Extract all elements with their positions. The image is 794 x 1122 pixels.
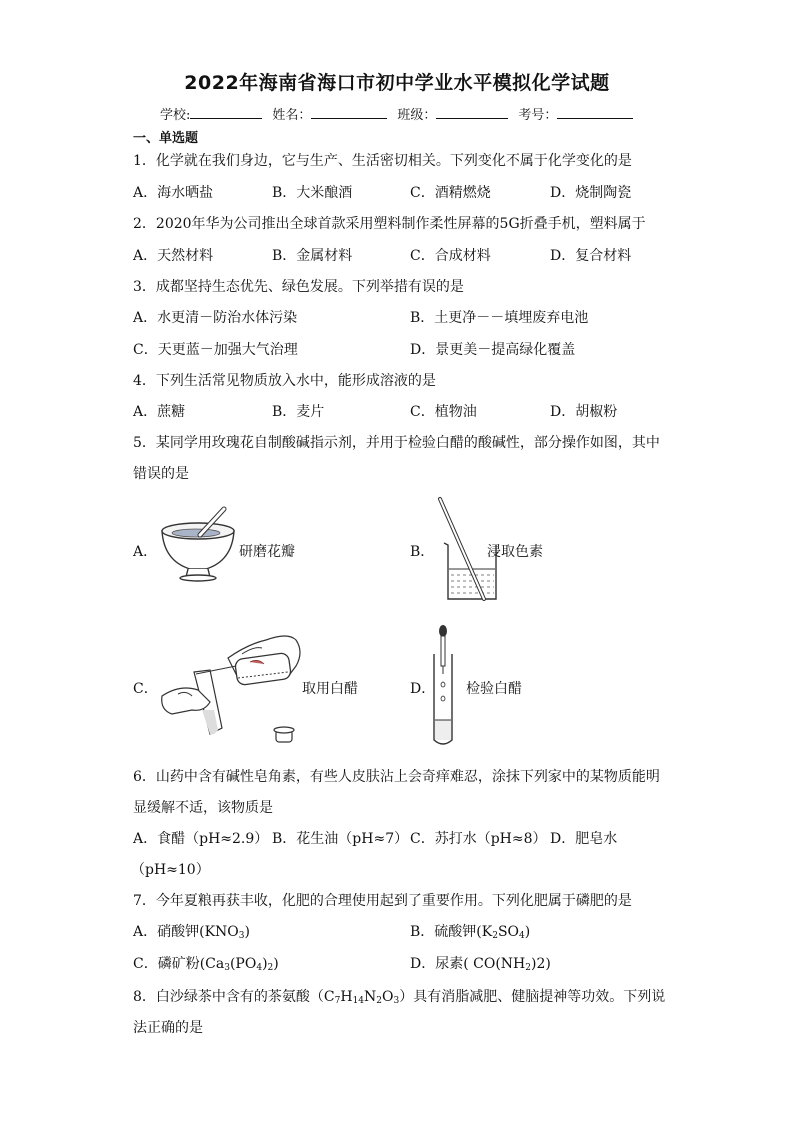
q4-option-b[interactable]: B．麦片 bbox=[272, 404, 325, 420]
q2-option-a[interactable]: A．天然材料 bbox=[133, 248, 214, 264]
question-7-stem: 7．今年夏粮再获丰收，化肥的合理使用起到了重要作用。下列化肥属于磷肥的是 bbox=[133, 893, 632, 909]
q5-option-b-label: 浸取色素 bbox=[487, 544, 543, 560]
question-5-stem-line2: 错误的是 bbox=[133, 466, 189, 482]
q4-option-d[interactable]: D．胡椒粉 bbox=[550, 404, 618, 420]
q5-option-d-label: 检验白醋 bbox=[466, 681, 522, 697]
name-label: 姓名： bbox=[272, 108, 312, 123]
q6-option-d[interactable]: D．肥皂水 bbox=[550, 831, 618, 847]
q7-option-c[interactable]: C．磷矿粉$(Ca_3(PO_4)_2)$ bbox=[133, 956, 279, 973]
mortar-pestle-illustration bbox=[158, 505, 238, 585]
section-heading: 一、单选题 bbox=[133, 131, 199, 146]
school-label: 学校: bbox=[160, 108, 191, 123]
q6-option-d-continued: （pH≈10） bbox=[131, 862, 210, 878]
q7-option-b[interactable]: B．硫酸钾$(K_2SO_4)$ bbox=[410, 924, 531, 941]
q4-option-c[interactable]: C．植物油 bbox=[410, 404, 477, 420]
q3-option-c[interactable]: C．天更蓝－加强大气治理 bbox=[133, 342, 298, 358]
q3-option-a[interactable]: A．水更清－防治水体污染 bbox=[133, 310, 298, 326]
q7-option-a[interactable]: A．硝酸钾$(KNO_3)$ bbox=[133, 924, 250, 941]
number-label: 考号： bbox=[518, 108, 558, 123]
q3-option-d[interactable]: D．景更美－提高绿化覆盖 bbox=[410, 342, 576, 358]
q1-option-b[interactable]: B．大米酿酒 bbox=[272, 185, 353, 201]
question-6-stem-line1: 6．山药中含有碱性皂角素，有些人皮肤沾上会奇痒难忍，涂抹下列家中的某物质能明 bbox=[133, 769, 660, 785]
q5-option-b[interactable]: B． bbox=[410, 544, 435, 560]
question-3-stem: 3．成都坚持生态优先、绿色发展。下列举措有误的是 bbox=[133, 279, 464, 295]
q5-option-d[interactable]: D． bbox=[410, 681, 436, 697]
question-2-stem: 2．2020年华为公司推出全球首款采用塑料制作柔性屏幕的5G折叠手机，塑料属于 bbox=[133, 216, 646, 232]
school-blank[interactable] bbox=[190, 106, 262, 119]
question-5-stem-line1: 5．某同学用玫瑰花自制酸碱指示剂，并用于检验白醋的酸碱性，部分操作如图，其中 bbox=[133, 435, 660, 451]
name-blank[interactable] bbox=[311, 106, 387, 119]
question-8-stem-line1: 8．白沙绿茶中含有的茶氨酸$(C_7H_{14}N_2O_3)$具有消脂减肥、健脑提神等功效。下列说 bbox=[133, 989, 666, 1006]
question-4-stem: 4．下列生活常见物质放入水中，能形成溶液的是 bbox=[133, 373, 436, 389]
pouring-vinegar-illustration bbox=[158, 618, 306, 748]
q6-option-c[interactable]: C．苏打水（pH≈8） bbox=[410, 831, 547, 847]
q5-option-c[interactable]: C． bbox=[133, 681, 158, 697]
question-1-stem: 1．化学就在我们身边，它与生产、生活密切相关。下列变化不属于化学变化的是 bbox=[133, 153, 632, 169]
q5-option-c-label: 取用白醋 bbox=[302, 681, 358, 697]
number-blank[interactable] bbox=[557, 106, 633, 119]
q3-option-b[interactable]: B．土更净－－填埋废弃电池 bbox=[410, 310, 589, 326]
question-8-stem-line2: 法正确的是 bbox=[133, 1020, 203, 1036]
q6-option-b[interactable]: B．花生油（pH≈7） bbox=[272, 831, 409, 847]
q6-option-a[interactable]: A．食醋（pH≈2.9） bbox=[133, 831, 269, 847]
test-tube-dropper-illustration bbox=[428, 624, 458, 750]
class-label: 班级： bbox=[397, 108, 437, 123]
q2-option-b[interactable]: B．金属材料 bbox=[272, 248, 353, 264]
q5-option-a[interactable]: A． bbox=[133, 544, 158, 560]
page-title: 2022年海南省海口市初中学业水平模拟化学试题 bbox=[184, 72, 610, 94]
q5-option-a-label: 研磨花瓣 bbox=[239, 544, 295, 560]
q2-option-c[interactable]: C．合成材料 bbox=[410, 248, 491, 264]
q1-option-c[interactable]: C．酒精燃烧 bbox=[410, 185, 491, 201]
q1-option-a[interactable]: A．海水晒盐 bbox=[133, 185, 214, 201]
question-6-stem-line2: 显缓解不适，该物质是 bbox=[133, 800, 273, 816]
class-blank[interactable] bbox=[436, 106, 508, 119]
q7-option-d[interactable]: D．尿素( $CO(NH_2)2$) bbox=[410, 956, 551, 973]
q2-option-d[interactable]: D．复合材料 bbox=[550, 248, 632, 264]
q4-option-a[interactable]: A．蔗糖 bbox=[133, 404, 186, 420]
q1-option-d[interactable]: D．烧制陶瓷 bbox=[550, 185, 632, 201]
student-info-row bbox=[160, 104, 643, 123]
